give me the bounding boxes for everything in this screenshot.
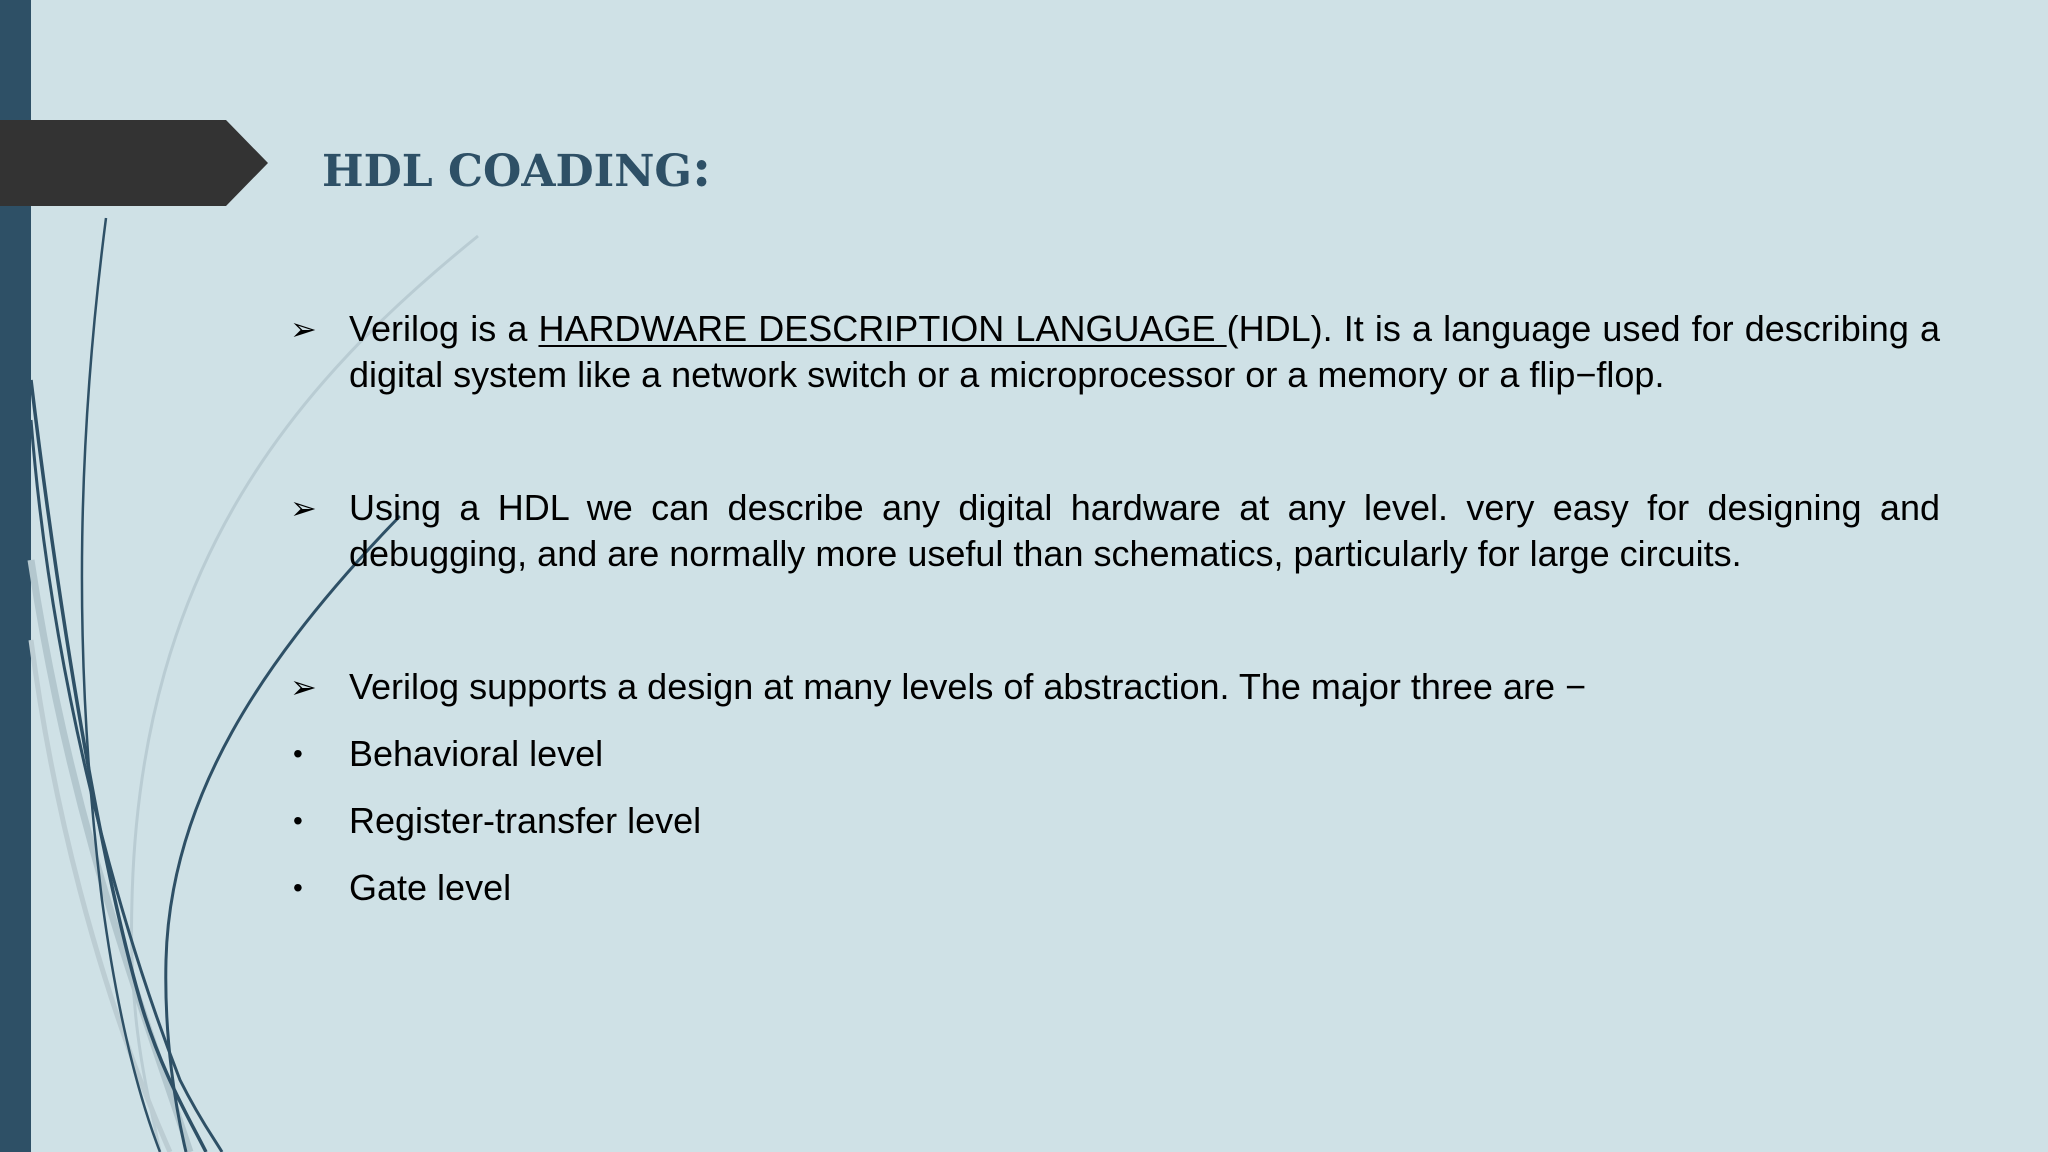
- bullet-dot-icon: •: [293, 738, 303, 769]
- arrow-bullet-icon: ➢: [290, 311, 317, 347]
- title-text: HDL COADING: [322, 146, 693, 197]
- list-item-gate: [290, 865, 1940, 911]
- slide-body: [290, 306, 1940, 911]
- paragraph-text: (HDL). It is a language used for describing a digital system like a network switch or a microprocessor or a memory or a flip−flop.: [349, 308, 1940, 395]
- page-title: [322, 138, 711, 203]
- list-item-text: Register-transfer level: [349, 800, 702, 841]
- title-arrow-shape: [0, 120, 270, 206]
- hdl-link[interactable]: HARDWARE DESCRIPTION LANGUAGE: [538, 308, 1227, 349]
- paragraph-text: Using a HDL we can describe any digital hardware at any level. very easy for designing and debugging, and are normally more useful than schematics, particularly for large circuits.: [349, 487, 1940, 574]
- bullet-dot-icon: •: [293, 805, 303, 836]
- paragraph-text: Verilog is a: [349, 308, 539, 349]
- arrow-bullet-icon: ➢: [290, 669, 317, 705]
- paragraph-text: Verilog supports a design at many levels of abstraction. The major three are −: [349, 666, 1587, 707]
- list-item-text: Gate level: [349, 867, 512, 908]
- bullet-dot-icon: •: [293, 872, 303, 903]
- list-item-text: Behavioral level: [349, 733, 604, 774]
- list-item-behavioral: [290, 731, 1940, 777]
- paragraph-hdl-usage: [290, 485, 1940, 577]
- title-colon: :: [692, 138, 712, 199]
- paragraph-verilog-definition: [290, 306, 1940, 398]
- paragraph-abstraction-levels: [290, 664, 1940, 710]
- arrow-bullet-icon: ➢: [290, 490, 317, 526]
- list-item-register-transfer: [290, 798, 1940, 844]
